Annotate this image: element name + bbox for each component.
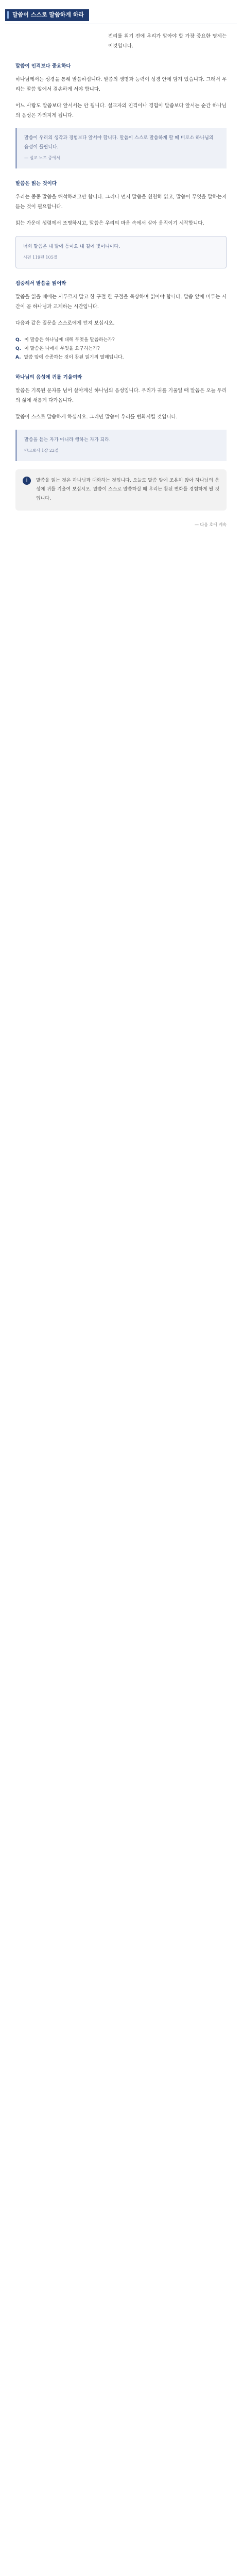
quote-source-1: — 설교 노트 중에서: [24, 156, 60, 161]
section-1-paragraph-2: 어느 사람도 말씀보다 앞서서는 안 됩니다. 설교자의 인격이나 경험이 말씀보다 앞서는 순간 하나님의 음성은 가려지게 됩니다.: [15, 103, 227, 118]
info-icon: i: [23, 477, 31, 485]
section-2-paragraph-1: 우리는 종종 말씀을 해석하려고만 합니다. 그러나 먼저 말씀을 천천히 읽고, 말씀이 무엇을 말하는지 듣는 것이 필요합니다.: [15, 194, 227, 210]
section-4-paragraph-2: 말씀이 스스로 말씀하게 하십시오. 그러면 말씀이 우리를 변화시킬 것입니다.: [15, 414, 178, 420]
section-3-paragraph-1: 말씀을 읽을 때에는 서두르지 말고 한 구절 한 구절을 묵상하며 읽어야 합니다. 말씀 앞에 머무는 시간이 곧 하나님과 교제하는 시간입니다.: [15, 294, 227, 310]
qa-list: [15, 336, 227, 362]
section-3-paragraph-2: 다음과 같은 질문을 스스로에게 던져 보십시오.: [15, 320, 115, 327]
callout-text: 말씀을 읽는 것은 하나님과 대화하는 것입니다. 오늘도 말씀 앞에 조용히 앉아 하나님의 음성에 귀를 기울여 보십시오. 말씀이 스스로 말씀하실 때 우리는 참된 변화를 경험하게 될 것입니다.: [36, 478, 219, 501]
quote-box-1: [15, 128, 227, 168]
section-1-paragraph-1: 하나님께서는 성경을 통해 말씀하십니다. 말씀의 생명과 능력이 성경 안에 담겨 있습니다. 그래서 우리는 말씀 앞에서 겸손하게 서야 합니다.: [15, 77, 227, 92]
quote-text-2: 말씀을 듣는 자가 아니라 행하는 자가 되라.: [24, 437, 111, 443]
article-body: [0, 32, 242, 529]
section-2-paragraph-2: 읽는 가운데 성령께서 조명하시고, 말씀은 우리의 마음 속에서 살아 움직이기 시작합니다.: [15, 221, 204, 227]
qa-mark: Q.: [15, 346, 22, 351]
qa-item: [15, 336, 227, 345]
qa-mark: Q.: [15, 337, 22, 343]
qa-text: 말씀 앞에 순종하는 것이 참된 읽기의 열매입니다.: [24, 354, 124, 360]
qa-text: 이 말씀은 하나님에 대해 무엇을 말씀하는가?: [24, 337, 115, 343]
qa-mark: A.: [15, 354, 21, 360]
quote-text-1: 말씀이 우리의 생각과 경험보다 앞서야 합니다. 말씀이 스스로 말씀하게 할 때 비로소 하나님의 음성이 들립니다.: [24, 135, 214, 150]
qa-item: [15, 345, 227, 353]
article-title: 말씀이 스스로 말씀하게 하라: [5, 9, 89, 21]
article-header: [0, 0, 242, 32]
quote-box-2: [15, 430, 227, 461]
qa-text: 이 말씀은 나에게 무엇을 요구하는가?: [24, 346, 100, 351]
lead-paragraph: 전리를 위기 전에 우리가 알아야 할 가장 중요한 명제는 이것입니다.: [108, 33, 227, 49]
bible-verse-source: 시편 119편 105절: [23, 255, 58, 260]
page: [0, 0, 242, 550]
qa-item: [15, 353, 227, 362]
section-4-paragraph-1: 말씀은 기록된 문자를 넘어 살아계신 하나님의 음성입니다. 우리가 귀를 기울일 때 말씀은 오늘 우리의 삶에 새롭게 다가옵니다.: [15, 388, 227, 403]
quote-source-2: 야고보서 1장 22절: [24, 448, 59, 453]
section-heading-3: 집중해서 말씀을 읽어라: [15, 280, 66, 286]
bible-verse-text: 너희 말씀은 내 발에 등이요 내 길에 빛이니이다.: [23, 244, 120, 249]
section-heading-2: 말씀은 읽는 것이다: [15, 180, 57, 187]
signature: — 다음 호에 계속: [195, 522, 227, 528]
section-heading-4: 하나님의 음성에 귀를 기울여라: [15, 374, 82, 380]
section-heading-1: 말씀이 인격보다 중요하다: [15, 63, 71, 70]
closing-callout: [15, 469, 227, 511]
bible-verse-box: [15, 236, 227, 268]
